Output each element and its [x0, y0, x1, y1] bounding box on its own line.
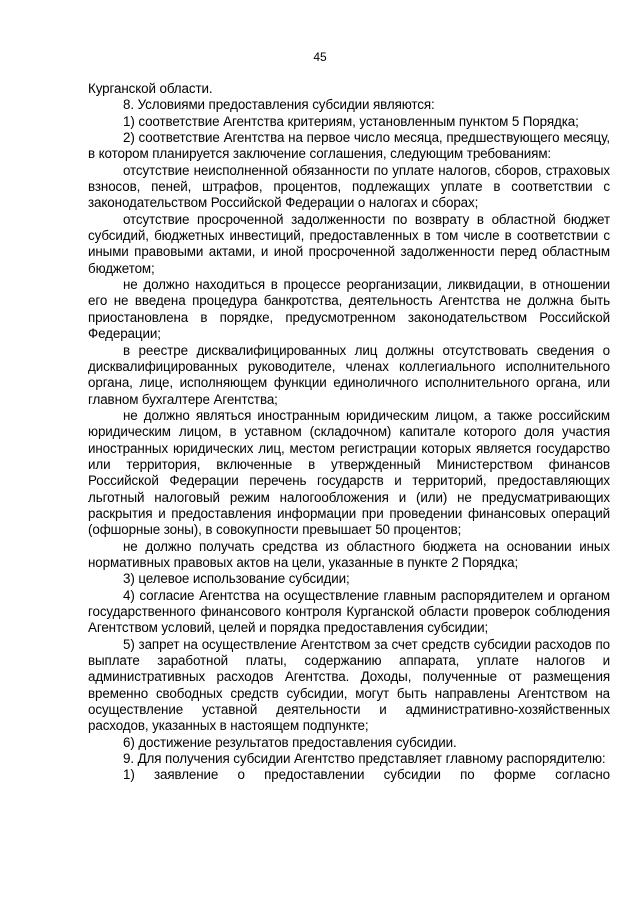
paragraph: отсутствие просроченной задолженности по возврату в областной бюджет субсидий, бюджетных инвестиций, предоставленных в том числе в соответствии с иными правовыми актами, и иной просроченной задолженности перед областным бюджетом; — [88, 211, 610, 276]
paragraph: не должно находиться в процессе реорганизации, ликвидации, в отношении его не введена процедура банкротства, деятельность Агентства не должна быть приостановлена в порядке, предусмотренном законодательством Российской Федерации; — [88, 277, 610, 342]
paragraph: 3) целевое использование субсидии; — [123, 571, 350, 587]
paragraph: 9. Для получения субсидии Агентство представляет главному распорядителю: — [123, 751, 606, 767]
paragraph: не должно получать средства из областного бюджета на основании иных нормативных правовых актов на цели, указанные в пункте 2 Порядка; — [88, 538, 610, 570]
paragraph: отсутствие неисполненной обязанности по уплате налогов, сборов, страховых взносов, пеней, штрафов, процентов, подлежащих уплате в соответствии с законодательством Российской Федерации о налогах и сборах; — [88, 162, 610, 211]
paragraph: 2) соответствие Агентства на первое число месяца, предшествующего месяцу, в котором планируется заключение соглашения, следующим требованиям: — [88, 130, 610, 162]
paragraph: не должно являться иностранным юридическим лицом, а также российским юридическим лицом, в уставном (складочном) капитале которого доля участия иностранных юридических лиц, местом регистрации которых является государство или территория, включенные в утвержденный Министерством финансов Российской Федерации перечень государств и территорий, предоставляющих льготный налоговый режим налогообложения и (или) не предусматривающих раскрытия и предоставления информации при проведении финансовых операций (офшорные зоны), в совокупности превышает 50 процентов; — [88, 407, 610, 538]
paragraph: Курганской области. — [88, 81, 213, 96]
page-number: 45 — [313, 50, 327, 64]
paragraph: в реестре дисквалифицированных лиц должны отсутствовать сведения о дисквалифицированных руководителе, членах коллегиального исполнительного органа, лице, исполняющем функции единоличного исполнительного органа, или главном бухгалтере Агентства; — [88, 342, 610, 407]
document-body — [88, 81, 610, 784]
paragraph: 5) запрет на осуществление Агентством за счет средств субсидии расходов по выплате заработной платы, содержанию аппарата, уплате налогов и административных расходов Агентства. Доходы, полученные от размещения временно свободных средств субсидии, могут быть направлены Агентством на осуществление уставной деятельности и административно-хозяйственных расходов, указанных в настоящем подпункте; — [88, 636, 610, 734]
paragraph: 1) соответствие Агентства критериям, установленным пунктом 5 Порядка; — [123, 113, 579, 129]
paragraph: 4) согласие Агентства на осуществление главным распорядителем и органом государственного финансового контроля Курганской области проверок соблюдения Агентством условий, целей и порядка предоставления субсидии; — [88, 587, 610, 636]
paragraph: 8. Условиями предоставления субсидии являются: — [123, 97, 435, 113]
paragraph: 6) достижение результатов предоставления субсидии. — [123, 734, 457, 750]
paragraph: 1) заявление о предоставлении субсидии по форме согласно — [123, 767, 610, 783]
